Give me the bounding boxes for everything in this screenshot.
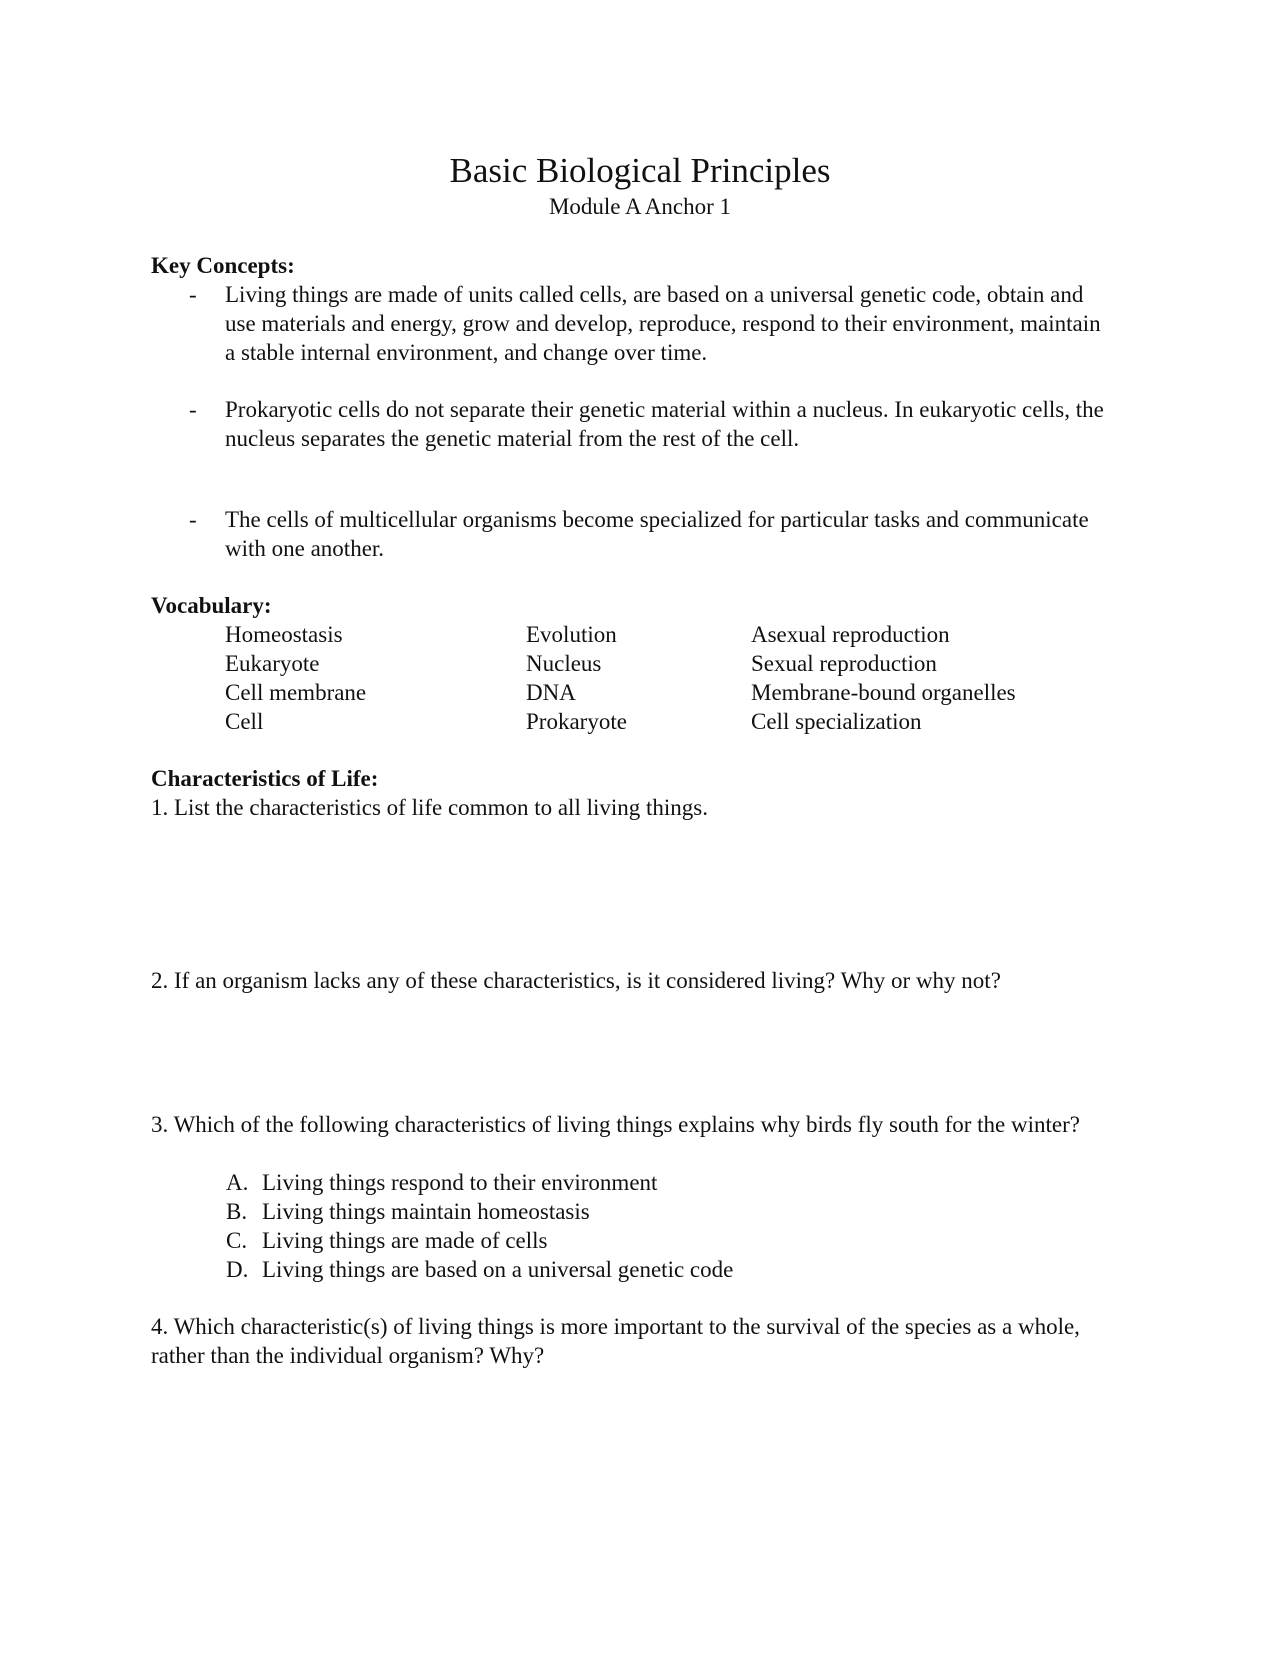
document-title: Basic Biological Principles [449, 151, 831, 190]
vocabulary-term: Cell [225, 709, 264, 734]
answer-options [226, 1168, 733, 1284]
answer-option [226, 1168, 733, 1197]
bullet-dash: - [189, 282, 197, 307]
answer-option [226, 1197, 733, 1226]
vocabulary-term: Prokaryote [526, 709, 627, 734]
bullet-dash: - [189, 397, 197, 422]
question-1: 1. List the characteristics of life common to all living things. [151, 795, 708, 820]
key-concept-text: The cells of multicellular organisms become specialized for particular tasks and communicate with one another. [225, 507, 1089, 561]
option-letter: A. [226, 1170, 249, 1195]
option-text: Living things are made of cells [262, 1228, 548, 1253]
vocabulary-term: Membrane-bound organelles [751, 680, 1016, 705]
option-letter: C. [226, 1228, 248, 1253]
question-3: 3. Which of the following characteristics of living things explains why birds fly south for the winter? [151, 1112, 1080, 1137]
vocabulary-column [751, 620, 1016, 736]
option-text: Living things respond to their environment [262, 1170, 658, 1195]
option-letter: B. [226, 1199, 248, 1224]
option-text: Living things maintain homeostasis [262, 1199, 590, 1224]
question-2: 2. If an organism lacks any of these characteristics, is it considered living? Why or why not? [151, 968, 1001, 993]
vocabulary-term: Cell membrane [225, 680, 367, 705]
key-concepts-heading: Key Concepts: [151, 253, 295, 278]
key-concept-text: Living things are made of units called cells, are based on a universal genetic code, obtain and use materials and energy, grow and develop, reproduce, respond to their environment, maintain a stable internal environment, and change over time. [225, 282, 1101, 365]
characteristics-heading: Characteristics of Life: [151, 766, 379, 791]
vocabulary-term: Cell specialization [751, 709, 922, 734]
document-subtitle: Module A Anchor 1 [548, 194, 732, 219]
vocabulary-term: Homeostasis [225, 622, 343, 647]
vocabulary-term: DNA [526, 680, 576, 705]
vocabulary-term: Evolution [526, 622, 617, 647]
vocabulary-term: Eukaryote [225, 651, 320, 676]
vocabulary-column [526, 620, 627, 736]
answer-option [226, 1255, 733, 1284]
option-letter: D. [226, 1257, 249, 1282]
vocabulary-term: Nucleus [526, 651, 602, 676]
question-4: 4. Which characteristic(s) of living things is more important to the survival of the species as a whole, rather than the individual organism? Why? [151, 1314, 1080, 1368]
option-text: Living things are based on a universal genetic code [262, 1257, 734, 1282]
bullet-dash: - [189, 507, 197, 532]
vocabulary-term: Sexual reproduction [751, 651, 937, 676]
answer-option [226, 1226, 733, 1255]
key-concept-text: Prokaryotic cells do not separate their genetic material within a nucleus. In eukaryotic cells, the nucleus separates the genetic material from the rest of the cell. [225, 397, 1104, 451]
vocabulary-term: Asexual reproduction [751, 622, 950, 647]
vocabulary-heading: Vocabulary: [151, 593, 272, 618]
vocabulary-column [225, 620, 366, 736]
